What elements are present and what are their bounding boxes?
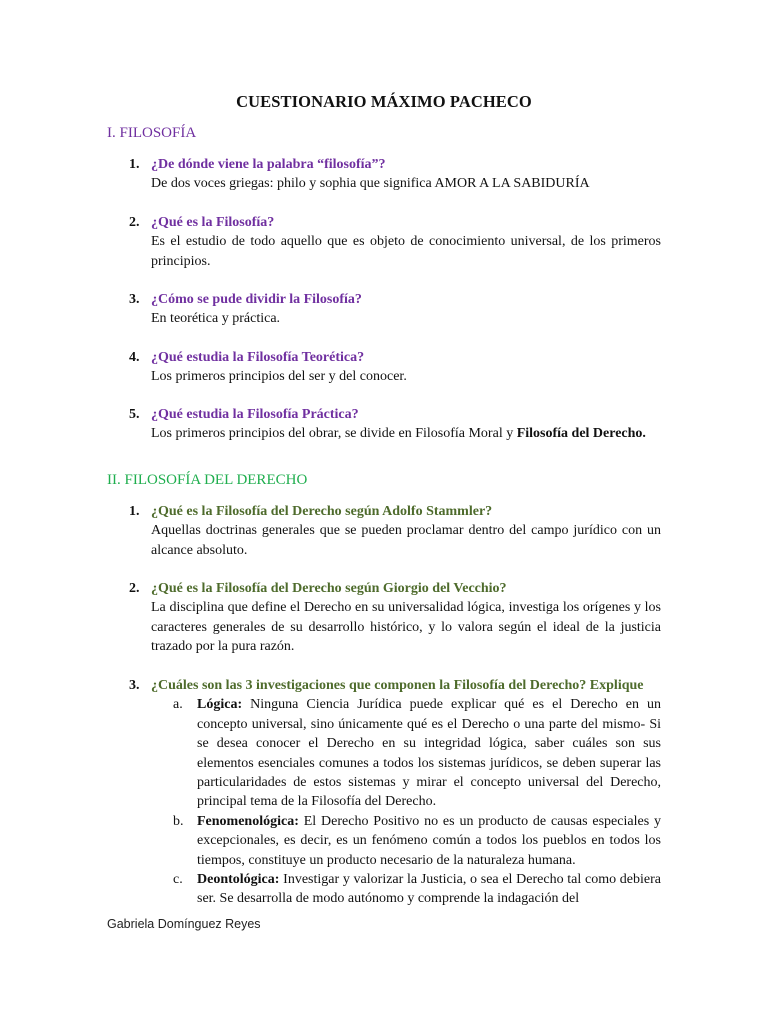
footer-author: Gabriela Domínguez Reyes <box>107 917 261 931</box>
question-number: 1. <box>129 504 140 519</box>
list-item-body: El Derecho Positivo no es un producto de causas especiales y excepcionales, es decir, es un fenómeno común a todos los pueblos en todos los tiempos, constituye un producto necesario de la naturaleza humana. <box>197 813 661 868</box>
question-text: ¿Cuáles son las 3 investigaciones que componen la Filosofía del Derecho? Explique <box>151 678 644 693</box>
list-item <box>173 695 661 811</box>
list-item-text <box>197 695 661 811</box>
question-3 <box>129 290 661 329</box>
question-2 <box>129 213 661 271</box>
question-1 <box>129 155 661 194</box>
question-number: 5. <box>129 407 140 422</box>
question-4 <box>129 348 661 387</box>
list-item-label: c. <box>173 872 183 888</box>
question-number: 3. <box>129 292 140 307</box>
section-heading-filosofia-derecho: II. FILOSOFÍA DEL DERECHO <box>107 472 308 488</box>
question-text: ¿Qué es la Filosofía del Derecho según Giorgio del Vecchio? <box>151 581 507 596</box>
answer-text: De dos voces griegas: philo y sophia que significa AMOR A LA SABIDURÍA <box>151 176 590 192</box>
answer-text: En teorética y práctica. <box>151 311 281 327</box>
list-item-term: Lógica: <box>197 697 243 713</box>
list-item-body: Investigar y valorizar la Justicia, o sea el Derecho tal como debiera ser. Se desarrolla de modo autónomo y comprende la indagación del <box>197 872 661 907</box>
question-2 <box>129 579 661 657</box>
answer-bold: Filosofía del Derecho. <box>516 426 646 442</box>
list-item-text <box>197 870 661 909</box>
question-text: ¿Cómo se pude dividir la Filosofía? <box>151 292 362 307</box>
list-item <box>173 812 661 870</box>
answer-text: Aquellas doctrinas generales que se pueden proclamar dentro del campo jurídico con un alcance absoluto. <box>151 523 661 558</box>
list-item-text <box>197 812 661 870</box>
question-number: 3. <box>129 678 140 693</box>
question-text: ¿De dónde viene la palabra “filosofía”? <box>151 157 386 172</box>
list-item-label: b. <box>173 813 184 829</box>
list-item <box>173 870 661 909</box>
answer-plain: Los primeros principios del obrar, se divide en Filosofía Moral y <box>151 426 514 442</box>
answer-text <box>151 424 661 443</box>
question-5 <box>129 405 661 444</box>
document-title: CUESTIONARIO MÁXIMO PACHECO <box>236 92 532 111</box>
section-heading-filosofia: I. FILOSOFÍA <box>107 125 197 141</box>
answer-text: Los primeros principios del ser y del conocer. <box>151 369 407 385</box>
question-text: ¿Qué es la Filosofía? <box>151 215 275 230</box>
list-item-term: Fenomenológica: <box>197 813 299 829</box>
list-item-label: a. <box>173 697 183 713</box>
question-number: 4. <box>129 350 140 365</box>
list-item-body: Ninguna Ciencia Jurídica puede explicar qué es el Derecho en un concepto universal, sino únicamente qué es el Derecho o una parte del mismo- Si se desea conocer el Derecho en su integridad lógica, saber cuáles son sus elementos esenciales comunes a todos los sistemas jurídicos, se deben superar las particularidades de estos sistemas y mirar el concepto universal del Derecho, principal tema de la Filosofía del Derecho. <box>197 697 661 810</box>
question-text: ¿Qué estudia la Filosofía Práctica? <box>151 407 359 422</box>
question-number: 2. <box>129 215 140 230</box>
question-text: ¿Qué es la Filosofía del Derecho según Adolfo Stammler? <box>151 504 493 519</box>
question-number: 1. <box>129 157 140 172</box>
question-1 <box>129 502 661 560</box>
question-text: ¿Qué estudia la Filosofía Teorética? <box>151 350 365 365</box>
answer-text: Es el estudio de todo aquello que es objeto de conocimiento universal, de los primeros principios. <box>151 234 661 269</box>
question-number: 2. <box>129 581 140 596</box>
answer-text: La disciplina que define el Derecho en su universalidad lógica, investiga los orígenes y los caracteres generales de su desarrollo histórico, y lo valora según el ideal de la justicia trazado por la pura razón. <box>151 600 661 655</box>
question-3 <box>129 676 661 909</box>
list-item-term: Deontológica: <box>197 872 280 888</box>
